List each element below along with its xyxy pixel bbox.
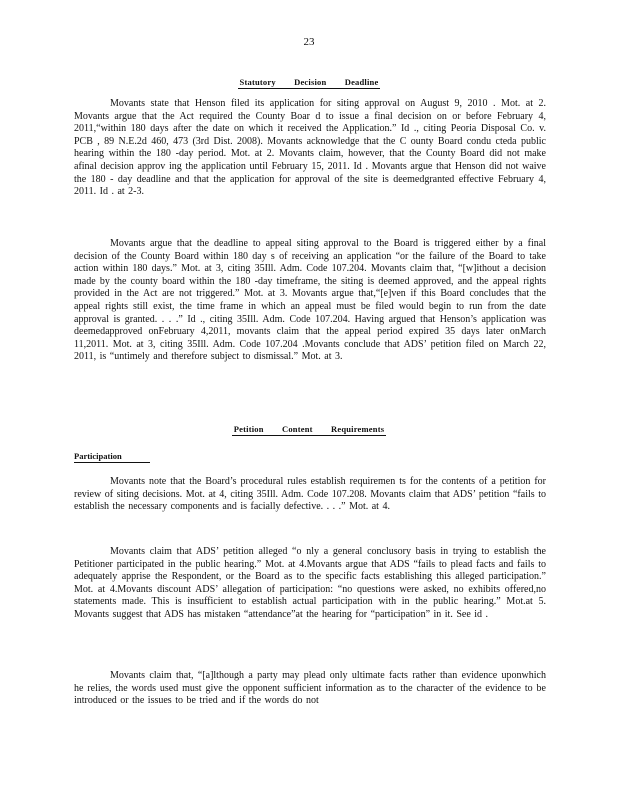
paragraph-3-text: Movants note that the Board’s procedural rules establish requiremen ts for the contents of a petition for review of siting decisions. Mot. at 4, citing 35Ill. Adm. Code 107.208. Movants claim that ADS’ petition “fails to establish the necessary components and is facially defective. . . .” Mot. at 4. [74, 476, 546, 513]
paragraph-1 [74, 98, 546, 199]
page-number: 23 [303, 36, 315, 48]
heading-petition-text: Petition Content Requirements [233, 424, 385, 434]
heading-statutory-decision-deadline [0, 77, 618, 89]
paragraph-3 [74, 476, 546, 514]
heading-petition-content-requirements [0, 424, 618, 436]
heading-statutory-text: Statutory Decision Deadline [239, 77, 379, 87]
sub-heading-participation [74, 451, 150, 463]
sub-heading-participation-text: Participation [74, 451, 150, 463]
paragraph-5-text: Movants claim that, “[a]lthough a party may plead only ultimate facts rather than evidence uponwhich he relies, the words used must give the opponent sufficient information as to the character of the evidence to be introduced or the issues to be tried and if the words do not [74, 670, 546, 707]
paragraph-4 [74, 546, 546, 622]
paragraph-2 [74, 238, 546, 364]
paragraph-1-text: Movants state that Henson filed its application for siting approval on August 9, 2010 . Mot. at 2. Movants argue that the Act required the County Boar d to issue a final decision on or before February 4, 2011,“within 180 days after the date on which it received the Application.” Id ., citing Peoria Disposal Co. v. PCB , 89 N.E.2d 460, 473 (3rd Dist. 2008). Movants acknowledge that the C ounty Board condu cteda public hearing within the 180 -day period. Mot. at 2. Movants claim, however, that the County Board did not make afinal decision approv ing the application until February 15, 2011. Id . Movants argue that Henson did not waive the 180 - day deadline and that the application for approval of the site is deemedgranted effective February 4, 2011. Id . at 2-3. [74, 98, 546, 198]
paragraph-5 [74, 670, 546, 708]
paragraph-4-text: Movants claim that ADS’ petition alleged “o nly a general conclusory basis in trying to establish the Petitioner participated in the public hearing.” Mot. at 4.Movants argue that ADS “fails to plead facts and fails to adequately apprise the Respondent, or the Board as to the specific facts establishing this alleged participation.” Mot. at 4.Movants discount ADS’ allegation of participation: “no questions were asked, no exhibits offered,no statements made. This is insufficient to establish actual participation with in the public hearing.” Mot.at 5. Movants suggest that ADS has mistaken “attendance”at the hearing for “participation” in it. See id . [74, 546, 546, 620]
paragraph-2-text: Movants argue that the deadline to appeal siting approval to the Board is triggered either by a final decision of the County Board within 180 day s of receiving an application “or the failure of the Board to take action within 180 days.” Mot. at 3, citing 35Ill. Adm. Code 107.204. Movants claim that, “[w]ithout a decision made by the county board within the 180 -day timeframe, the siting is deemed approved, and the appeal rights provided in the Act are not triggered.” Mot. at 3. Movants argue that,“[e]ven if this Board concludes that the appeal rights still exist, the time frame in which an appeal must be filed would begin to run from the date approval is granted. . . .” Id ., citing 35Ill. Adm. Code 107.204. Having argued that Henson’s application was deemedapproved onFebruary 4,2011, movants claim that the appeal period expired 35 days later onMarch 11,2011. Mot. at 3, citing 35Ill. Adm. Code 107.204 .Movants conclude that ADS’ petition filed on March 22, 2011, is “untimely and therefore subject to dismissal.” Mot. at 3. [74, 238, 546, 363]
